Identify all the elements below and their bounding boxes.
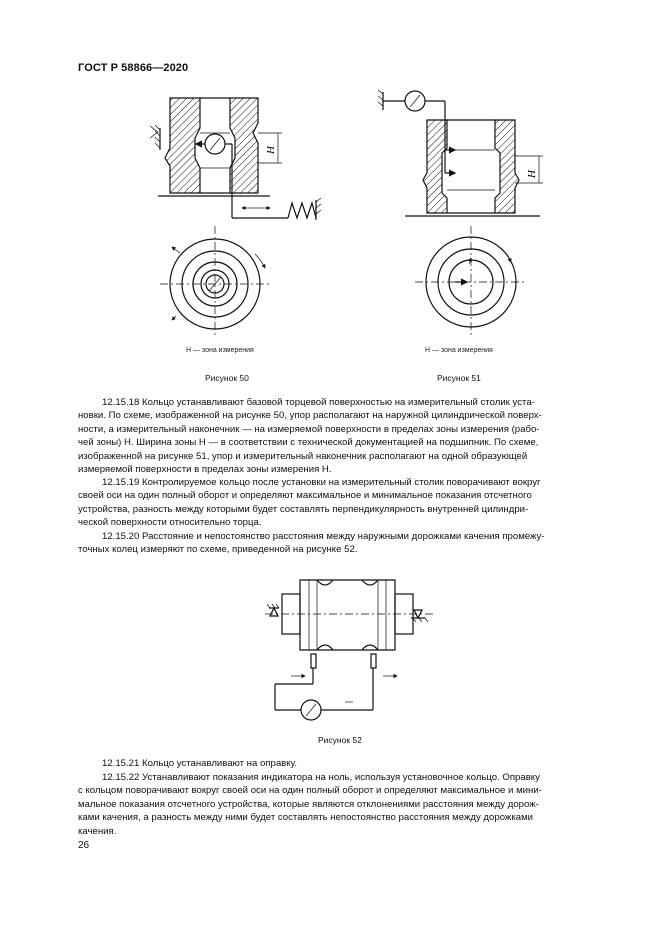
figure-52-caption: Рисунок 52 bbox=[318, 735, 362, 745]
text-line: своей оси на один полный оборот и определяют максимальное и минимальное показания отсчетного bbox=[78, 490, 532, 502]
figure-50-caption: Рисунок 50 bbox=[205, 373, 249, 383]
text-line: мальное показания отсчетного устройства, которые являются отклонениями расстояния между дорож- bbox=[78, 798, 539, 810]
text-line: ческой поверхности относительно торца. bbox=[78, 517, 262, 529]
paragraph-12-15-18 bbox=[78, 396, 604, 476]
text-line: 12.15.19 Контролируемое кольцо после установки на измерительный столик поворачивают вокруг bbox=[102, 477, 541, 488]
paragraph-12-15-21 bbox=[78, 757, 604, 770]
text-line: новки. По схеме, изображенной на рисунке 50, упор располагают на наружной цилиндрической поверх- bbox=[78, 410, 542, 422]
figure-51-caption: Рисунок 51 bbox=[437, 373, 481, 383]
text-line: устройства, разность между которыми будет составлять перпендикулярность внутренней цилиндри- bbox=[78, 503, 529, 515]
figure-50-legend: H — зона измерения bbox=[186, 347, 254, 354]
paragraph-12-15-22 bbox=[78, 771, 604, 838]
text-line: ности, а измерительный наконечник — на измеряемой поверхности в пределах зоны измерения (рабо- bbox=[78, 423, 540, 435]
paragraph-12-15-19 bbox=[78, 476, 604, 530]
figure-51-legend: H — зона измерения bbox=[425, 347, 493, 354]
text-line: 12.15.22 Устанавливают показания индикатора на ноль, используя установочное кольцо. Оправку bbox=[102, 772, 540, 783]
text-line: точных колец измеряют по схеме, приведенной на рисунке 52. bbox=[78, 544, 358, 556]
document-header: ГОСТ Р 58866—2020 bbox=[78, 62, 189, 74]
page-number: 26 bbox=[78, 840, 90, 851]
figure-51-drawing bbox=[375, 88, 555, 338]
text-line: 12.15.20 Расстояние и непостоянство расстояния между наружными дорожками качения промежу- bbox=[102, 531, 545, 542]
paragraph-12-15-20 bbox=[78, 530, 604, 557]
figure-50-drawing bbox=[140, 88, 340, 338]
fig50-dim-h: H bbox=[265, 146, 277, 154]
text-line: чей зоны) H. Ширина зоны H — в соответствии с технической документацией на подшипник. По схеме, bbox=[78, 437, 539, 449]
fig51-dim-h: H bbox=[526, 170, 538, 178]
text-line: 12.15.21 Кольцо устанавливают на оправку. bbox=[102, 758, 298, 769]
text-line: с кольцом поворачивают вокруг своей оси на один полный оборот и определяют максимальное и мини- bbox=[78, 785, 542, 797]
figure-52-drawing bbox=[265, 572, 435, 722]
text-line: качения. bbox=[78, 825, 117, 837]
text-line: ками качения, а разность между ними будет составлять непостоянство расстояния между дорожками bbox=[78, 812, 534, 824]
text-line: изображенной на рисунке 51, упор и измерительный наконечник располагают на одной образующей bbox=[78, 450, 528, 462]
text-line: измеряемой поверхности в пределах зоны измерения H. bbox=[78, 464, 332, 476]
text-line: 12.15.18 Кольцо устанавливают базовой торцевой поверхностью на измерительный столик уста- bbox=[102, 397, 535, 408]
